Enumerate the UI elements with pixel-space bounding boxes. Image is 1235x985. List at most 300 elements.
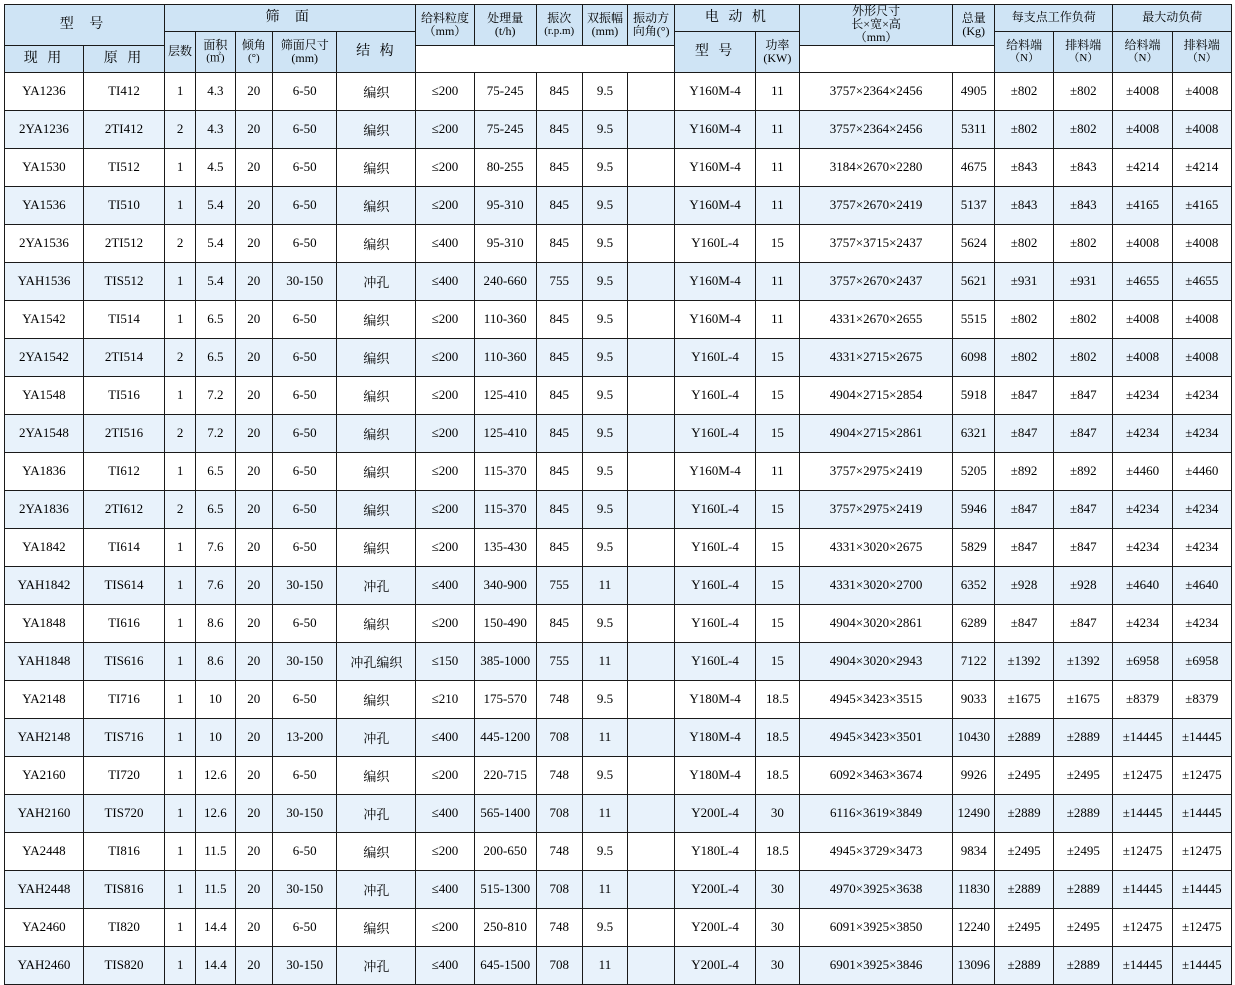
cell-vibration-direction [628, 262, 675, 300]
cell-layers: 1 [164, 908, 195, 946]
cell-amplitude: 9.5 [582, 528, 628, 566]
cell-model-original: 2TI512 [83, 224, 164, 262]
cell-work-load-feed: ±847 [995, 376, 1054, 414]
cell-frequency: 845 [536, 376, 582, 414]
cell-work-load-feed: ±802 [995, 338, 1054, 376]
cell-capacity: 385-1000 [474, 642, 536, 680]
cell-amplitude: 11 [582, 946, 628, 984]
cell-work-load-feed: ±847 [995, 490, 1054, 528]
cell-dimensions: 6091×3925×3850 [799, 908, 953, 946]
cell-area: 14.4 [196, 908, 235, 946]
cell-structure: 冲孔编织 [337, 642, 416, 680]
cell-model-original: TI412 [83, 72, 164, 110]
cell-max-load-discharge: ±8379 [1172, 680, 1231, 718]
cell-layers: 1 [164, 832, 195, 870]
header-vibration-direction: 振动方 向角(°) [628, 5, 675, 46]
cell-model-current: YA2160 [5, 756, 84, 794]
cell-work-load-discharge: ±847 [1054, 528, 1113, 566]
cell-max-load-discharge: ±4234 [1172, 490, 1231, 528]
cell-frequency: 748 [536, 680, 582, 718]
cell-weight: 7122 [953, 642, 995, 680]
cell-model-current: YAH2160 [5, 794, 84, 832]
cell-feed-size: ≤400 [416, 262, 474, 300]
cell-mesh-size: 6-50 [273, 604, 337, 642]
cell-motor-model: Y160L-4 [675, 376, 756, 414]
cell-structure: 编织 [337, 376, 416, 414]
cell-layers: 1 [164, 376, 195, 414]
header-max-load-group: 最大动负荷 [1113, 5, 1232, 32]
cell-max-load-discharge: ±4234 [1172, 528, 1231, 566]
cell-incline: 20 [235, 528, 272, 566]
cell-dimensions: 4331×2715×2675 [799, 338, 953, 376]
cell-vibration-direction [628, 756, 675, 794]
cell-work-load-feed: ±2495 [995, 756, 1054, 794]
cell-frequency: 845 [536, 72, 582, 110]
header-weight: 总量 (Kg) [953, 5, 995, 46]
cell-weight: 5624 [953, 224, 995, 262]
cell-max-load-feed: ±4640 [1113, 566, 1172, 604]
cell-mesh-size: 6-50 [273, 756, 337, 794]
cell-frequency: 845 [536, 224, 582, 262]
cell-weight: 5515 [953, 300, 995, 338]
cell-area: 10 [196, 718, 235, 756]
cell-motor-model: Y160M-4 [675, 148, 756, 186]
header-structure: 结 构 [337, 32, 416, 73]
cell-dimensions: 3184×2670×2280 [799, 148, 953, 186]
cell-work-load-discharge: ±802 [1054, 338, 1113, 376]
cell-motor-power: 30 [756, 794, 800, 832]
header-layers: 层数 [164, 32, 195, 73]
cell-weight: 5137 [953, 186, 995, 224]
cell-motor-model: Y160M-4 [675, 72, 756, 110]
cell-motor-power: 15 [756, 490, 800, 528]
cell-dimensions: 3757×3715×2437 [799, 224, 953, 262]
cell-frequency: 845 [536, 528, 582, 566]
cell-max-load-discharge: ±4165 [1172, 186, 1231, 224]
cell-structure: 编织 [337, 224, 416, 262]
cell-structure: 编织 [337, 908, 416, 946]
cell-incline: 20 [235, 490, 272, 528]
cell-model-original: TI514 [83, 300, 164, 338]
header-model-original: 原 用 [83, 45, 164, 72]
cell-motor-power: 11 [756, 300, 800, 338]
cell-layers: 1 [164, 794, 195, 832]
cell-mesh-size: 6-50 [273, 338, 337, 376]
cell-incline: 20 [235, 148, 272, 186]
cell-work-load-discharge: ±2889 [1054, 718, 1113, 756]
cell-work-load-feed: ±2889 [995, 870, 1054, 908]
cell-area: 4.5 [196, 148, 235, 186]
cell-model-current: YA1536 [5, 186, 84, 224]
table-row [5, 946, 1232, 984]
cell-incline: 20 [235, 604, 272, 642]
cell-layers: 1 [164, 300, 195, 338]
cell-feed-size: ≤200 [416, 756, 474, 794]
cell-max-load-feed: ±4008 [1113, 300, 1172, 338]
cell-motor-model: Y200L-4 [675, 870, 756, 908]
cell-max-load-discharge: ±4234 [1172, 604, 1231, 642]
cell-model-original: TI516 [83, 376, 164, 414]
cell-mesh-size: 30-150 [273, 870, 337, 908]
cell-capacity: 445-1200 [474, 718, 536, 756]
header-motor-power: 功率 (KW) [756, 32, 800, 73]
cell-model-original: TIS512 [83, 262, 164, 300]
cell-frequency: 748 [536, 832, 582, 870]
cell-capacity: 150-490 [474, 604, 536, 642]
cell-motor-model: Y160L-4 [675, 224, 756, 262]
cell-frequency: 755 [536, 642, 582, 680]
cell-motor-model: Y160M-4 [675, 300, 756, 338]
cell-frequency: 748 [536, 756, 582, 794]
cell-dimensions: 4970×3925×3638 [799, 870, 953, 908]
cell-frequency: 845 [536, 300, 582, 338]
cell-model-original: 2TI612 [83, 490, 164, 528]
cell-dimensions: 3757×2364×2456 [799, 72, 953, 110]
cell-weight: 5918 [953, 376, 995, 414]
cell-work-load-discharge: ±847 [1054, 490, 1113, 528]
table-row [5, 186, 1232, 224]
table-row [5, 528, 1232, 566]
cell-area: 5.4 [196, 262, 235, 300]
cell-layers: 2 [164, 224, 195, 262]
cell-vibration-direction [628, 566, 675, 604]
cell-amplitude: 11 [582, 794, 628, 832]
cell-max-load-feed: ±4234 [1113, 604, 1172, 642]
cell-work-load-feed: ±892 [995, 452, 1054, 490]
cell-weight: 5621 [953, 262, 995, 300]
cell-incline: 20 [235, 870, 272, 908]
cell-max-load-feed: ±14445 [1113, 718, 1172, 756]
cell-capacity: 95-310 [474, 186, 536, 224]
cell-max-load-feed: ±12475 [1113, 756, 1172, 794]
cell-work-load-feed: ±802 [995, 110, 1054, 148]
cell-area: 11.5 [196, 870, 235, 908]
cell-model-original: TIS820 [83, 946, 164, 984]
cell-work-load-discharge: ±802 [1054, 224, 1113, 262]
cell-max-load-discharge: ±6958 [1172, 642, 1231, 680]
cell-layers: 1 [164, 604, 195, 642]
table-row [5, 490, 1232, 528]
cell-dimensions: 3757×2975×2419 [799, 452, 953, 490]
cell-work-load-discharge: ±1392 [1054, 642, 1113, 680]
cell-work-load-discharge: ±928 [1054, 566, 1113, 604]
cell-max-load-discharge: ±14445 [1172, 870, 1231, 908]
cell-frequency: 708 [536, 870, 582, 908]
cell-dimensions: 6092×3463×3674 [799, 756, 953, 794]
cell-feed-size: ≤400 [416, 566, 474, 604]
cell-motor-power: 15 [756, 642, 800, 680]
header-model-group: 型 号 [5, 5, 165, 46]
cell-layers: 1 [164, 72, 195, 110]
cell-weight: 9834 [953, 832, 995, 870]
cell-max-load-discharge: ±4008 [1172, 72, 1231, 110]
cell-layers: 1 [164, 756, 195, 794]
cell-work-load-feed: ±2889 [995, 718, 1054, 756]
table-row [5, 680, 1232, 718]
cell-feed-size: ≤200 [416, 832, 474, 870]
header-row-1 [5, 5, 1232, 32]
cell-capacity: 80-255 [474, 148, 536, 186]
table-row [5, 110, 1232, 148]
cell-max-load-feed: ±4234 [1113, 414, 1172, 452]
cell-frequency: 708 [536, 794, 582, 832]
cell-mesh-size: 6-50 [273, 414, 337, 452]
cell-amplitude: 9.5 [582, 224, 628, 262]
cell-motor-power: 18.5 [756, 832, 800, 870]
cell-work-load-discharge: ±843 [1054, 148, 1113, 186]
cell-structure: 编织 [337, 72, 416, 110]
cell-area: 5.4 [196, 224, 235, 262]
cell-layers: 1 [164, 452, 195, 490]
cell-capacity: 75-245 [474, 110, 536, 148]
cell-mesh-size: 6-50 [273, 300, 337, 338]
table-row [5, 794, 1232, 832]
cell-max-load-feed: ±4234 [1113, 490, 1172, 528]
cell-model-current: YA1842 [5, 528, 84, 566]
header-working-load-group: 每支点工作负荷 [995, 5, 1113, 32]
cell-vibration-direction [628, 148, 675, 186]
cell-motor-model: Y180M-4 [675, 718, 756, 756]
cell-area: 4.3 [196, 110, 235, 148]
cell-work-load-discharge: ±1675 [1054, 680, 1113, 718]
cell-dimensions: 4331×3020×2675 [799, 528, 953, 566]
cell-layers: 2 [164, 490, 195, 528]
cell-work-load-feed: ±802 [995, 224, 1054, 262]
cell-frequency: 755 [536, 566, 582, 604]
cell-max-load-discharge: ±4008 [1172, 300, 1231, 338]
cell-motor-power: 15 [756, 604, 800, 642]
cell-weight: 9033 [953, 680, 995, 718]
cell-max-load-discharge: ±4008 [1172, 338, 1231, 376]
cell-max-load-feed: ±4008 [1113, 224, 1172, 262]
cell-amplitude: 9.5 [582, 604, 628, 642]
cell-model-original: TI512 [83, 148, 164, 186]
cell-capacity: 115-370 [474, 490, 536, 528]
cell-frequency: 708 [536, 946, 582, 984]
cell-motor-model: Y160L-4 [675, 338, 756, 376]
cell-feed-size: ≤200 [416, 72, 474, 110]
cell-feed-size: ≤400 [416, 794, 474, 832]
table-row [5, 452, 1232, 490]
table-row [5, 262, 1232, 300]
cell-structure: 冲孔 [337, 566, 416, 604]
vibrating-screen-spec-table [4, 4, 1232, 985]
cell-max-load-discharge: ±14445 [1172, 718, 1231, 756]
cell-area: 5.4 [196, 186, 235, 224]
cell-structure: 编织 [337, 528, 416, 566]
cell-model-current: 2YA1236 [5, 110, 84, 148]
cell-model-current: YA1542 [5, 300, 84, 338]
cell-weight: 5205 [953, 452, 995, 490]
cell-layers: 1 [164, 148, 195, 186]
cell-max-load-discharge: ±12475 [1172, 908, 1231, 946]
cell-frequency: 845 [536, 452, 582, 490]
cell-feed-size: ≤200 [416, 148, 474, 186]
cell-amplitude: 9.5 [582, 148, 628, 186]
cell-incline: 20 [235, 680, 272, 718]
cell-model-current: YA2460 [5, 908, 84, 946]
table-row [5, 832, 1232, 870]
cell-amplitude: 9.5 [582, 262, 628, 300]
cell-max-load-discharge: ±4008 [1172, 224, 1231, 262]
cell-work-load-feed: ±2495 [995, 908, 1054, 946]
cell-work-load-discharge: ±2889 [1054, 870, 1113, 908]
cell-motor-power: 18.5 [756, 680, 800, 718]
table-row [5, 376, 1232, 414]
cell-motor-model: Y160M-4 [675, 452, 756, 490]
cell-capacity: 115-370 [474, 452, 536, 490]
cell-amplitude: 9.5 [582, 452, 628, 490]
cell-max-load-discharge: ±4008 [1172, 110, 1231, 148]
cell-capacity: 175-570 [474, 680, 536, 718]
cell-model-original: TI614 [83, 528, 164, 566]
cell-work-load-discharge: ±802 [1054, 110, 1113, 148]
cell-amplitude: 11 [582, 642, 628, 680]
cell-mesh-size: 30-150 [273, 946, 337, 984]
cell-model-original: TI612 [83, 452, 164, 490]
cell-amplitude: 9.5 [582, 756, 628, 794]
cell-feed-size: ≤200 [416, 452, 474, 490]
cell-vibration-direction [628, 870, 675, 908]
cell-model-current: YAH1536 [5, 262, 84, 300]
cell-mesh-size: 6-50 [273, 224, 337, 262]
cell-max-load-discharge: ±4234 [1172, 376, 1231, 414]
cell-capacity: 340-900 [474, 566, 536, 604]
cell-work-load-feed: ±2889 [995, 794, 1054, 832]
cell-model-current: YAH1842 [5, 566, 84, 604]
cell-motor-model: Y160L-4 [675, 566, 756, 604]
cell-max-load-feed: ±4008 [1113, 338, 1172, 376]
cell-mesh-size: 30-150 [273, 566, 337, 604]
cell-structure: 编织 [337, 300, 416, 338]
table-row [5, 300, 1232, 338]
cell-structure: 编织 [337, 604, 416, 642]
cell-motor-power: 11 [756, 110, 800, 148]
cell-dimensions: 4904×3020×2861 [799, 604, 953, 642]
cell-work-load-discharge: ±847 [1054, 604, 1113, 642]
cell-structure: 编织 [337, 680, 416, 718]
cell-motor-power: 11 [756, 148, 800, 186]
cell-layers: 1 [164, 946, 195, 984]
cell-motor-model: Y200L-4 [675, 794, 756, 832]
cell-area: 8.6 [196, 642, 235, 680]
table-row [5, 414, 1232, 452]
cell-work-load-discharge: ±2495 [1054, 908, 1113, 946]
cell-mesh-size: 30-150 [273, 262, 337, 300]
cell-motor-model: Y180M-4 [675, 680, 756, 718]
cell-mesh-size: 6-50 [273, 908, 337, 946]
cell-max-load-discharge: ±12475 [1172, 756, 1231, 794]
cell-area: 7.6 [196, 566, 235, 604]
cell-work-load-feed: ±802 [995, 72, 1054, 110]
cell-weight: 4675 [953, 148, 995, 186]
cell-work-load-feed: ±847 [995, 414, 1054, 452]
cell-amplitude: 9.5 [582, 300, 628, 338]
cell-work-load-feed: ±928 [995, 566, 1054, 604]
cell-model-original: TIS614 [83, 566, 164, 604]
header-work-load-discharge: 排料端 （N） [1054, 32, 1113, 73]
cell-work-load-discharge: ±931 [1054, 262, 1113, 300]
cell-amplitude: 9.5 [582, 414, 628, 452]
cell-area: 12.6 [196, 756, 235, 794]
cell-structure: 冲孔 [337, 946, 416, 984]
table-row [5, 224, 1232, 262]
cell-mesh-size: 13-200 [273, 718, 337, 756]
cell-capacity: 645-1500 [474, 946, 536, 984]
cell-area: 6.5 [196, 490, 235, 528]
cell-vibration-direction [628, 300, 675, 338]
cell-max-load-feed: ±4165 [1113, 186, 1172, 224]
header-incline: 倾角 (°) [235, 32, 272, 73]
cell-max-load-feed: ±14445 [1113, 946, 1172, 984]
header-area: 面积 (㎡) [196, 32, 235, 73]
cell-model-original: TIS720 [83, 794, 164, 832]
cell-feed-size: ≤400 [416, 870, 474, 908]
cell-work-load-feed: ±1392 [995, 642, 1054, 680]
cell-model-current: 2YA1548 [5, 414, 84, 452]
cell-amplitude: 9.5 [582, 490, 628, 528]
cell-motor-power: 18.5 [756, 756, 800, 794]
cell-layers: 2 [164, 338, 195, 376]
cell-motor-power: 11 [756, 186, 800, 224]
cell-vibration-direction [628, 490, 675, 528]
cell-vibration-direction [628, 642, 675, 680]
cell-feed-size: ≤200 [416, 300, 474, 338]
cell-max-load-feed: ±14445 [1113, 870, 1172, 908]
cell-work-load-feed: ±2495 [995, 832, 1054, 870]
cell-model-current: 2YA1536 [5, 224, 84, 262]
cell-vibration-direction [628, 604, 675, 642]
cell-weight: 12240 [953, 908, 995, 946]
cell-motor-power: 11 [756, 452, 800, 490]
cell-vibration-direction [628, 832, 675, 870]
cell-work-load-discharge: ±843 [1054, 186, 1113, 224]
cell-incline: 20 [235, 72, 272, 110]
cell-structure: 编织 [337, 832, 416, 870]
cell-vibration-direction [628, 452, 675, 490]
cell-capacity: 250-810 [474, 908, 536, 946]
cell-capacity: 220-715 [474, 756, 536, 794]
cell-incline: 20 [235, 832, 272, 870]
cell-max-load-feed: ±8379 [1113, 680, 1172, 718]
cell-amplitude: 11 [582, 870, 628, 908]
cell-weight: 6098 [953, 338, 995, 376]
cell-motor-power: 15 [756, 566, 800, 604]
cell-amplitude: 9.5 [582, 110, 628, 148]
cell-dimensions: 4945×3423×3501 [799, 718, 953, 756]
cell-motor-model: Y160L-4 [675, 604, 756, 642]
cell-frequency: 748 [536, 908, 582, 946]
cell-max-load-discharge: ±14445 [1172, 946, 1231, 984]
cell-model-original: TI716 [83, 680, 164, 718]
header-capacity: 处理量 (t/h) [474, 5, 536, 46]
table-row [5, 604, 1232, 642]
cell-motor-power: 30 [756, 908, 800, 946]
cell-work-load-feed: ±931 [995, 262, 1054, 300]
cell-dimensions: 4904×2715×2861 [799, 414, 953, 452]
cell-feed-size: ≤210 [416, 680, 474, 718]
cell-dimensions: 4331×2670×2655 [799, 300, 953, 338]
cell-amplitude: 11 [582, 718, 628, 756]
cell-model-current: YAH2448 [5, 870, 84, 908]
header-screen-group: 筛 面 [164, 5, 415, 32]
cell-feed-size: ≤200 [416, 110, 474, 148]
cell-motor-model: Y200L-4 [675, 908, 756, 946]
cell-motor-model: Y160L-4 [675, 528, 756, 566]
table-row [5, 338, 1232, 376]
header-amplitude: 双振幅 (mm) [582, 5, 628, 46]
cell-frequency: 845 [536, 148, 582, 186]
